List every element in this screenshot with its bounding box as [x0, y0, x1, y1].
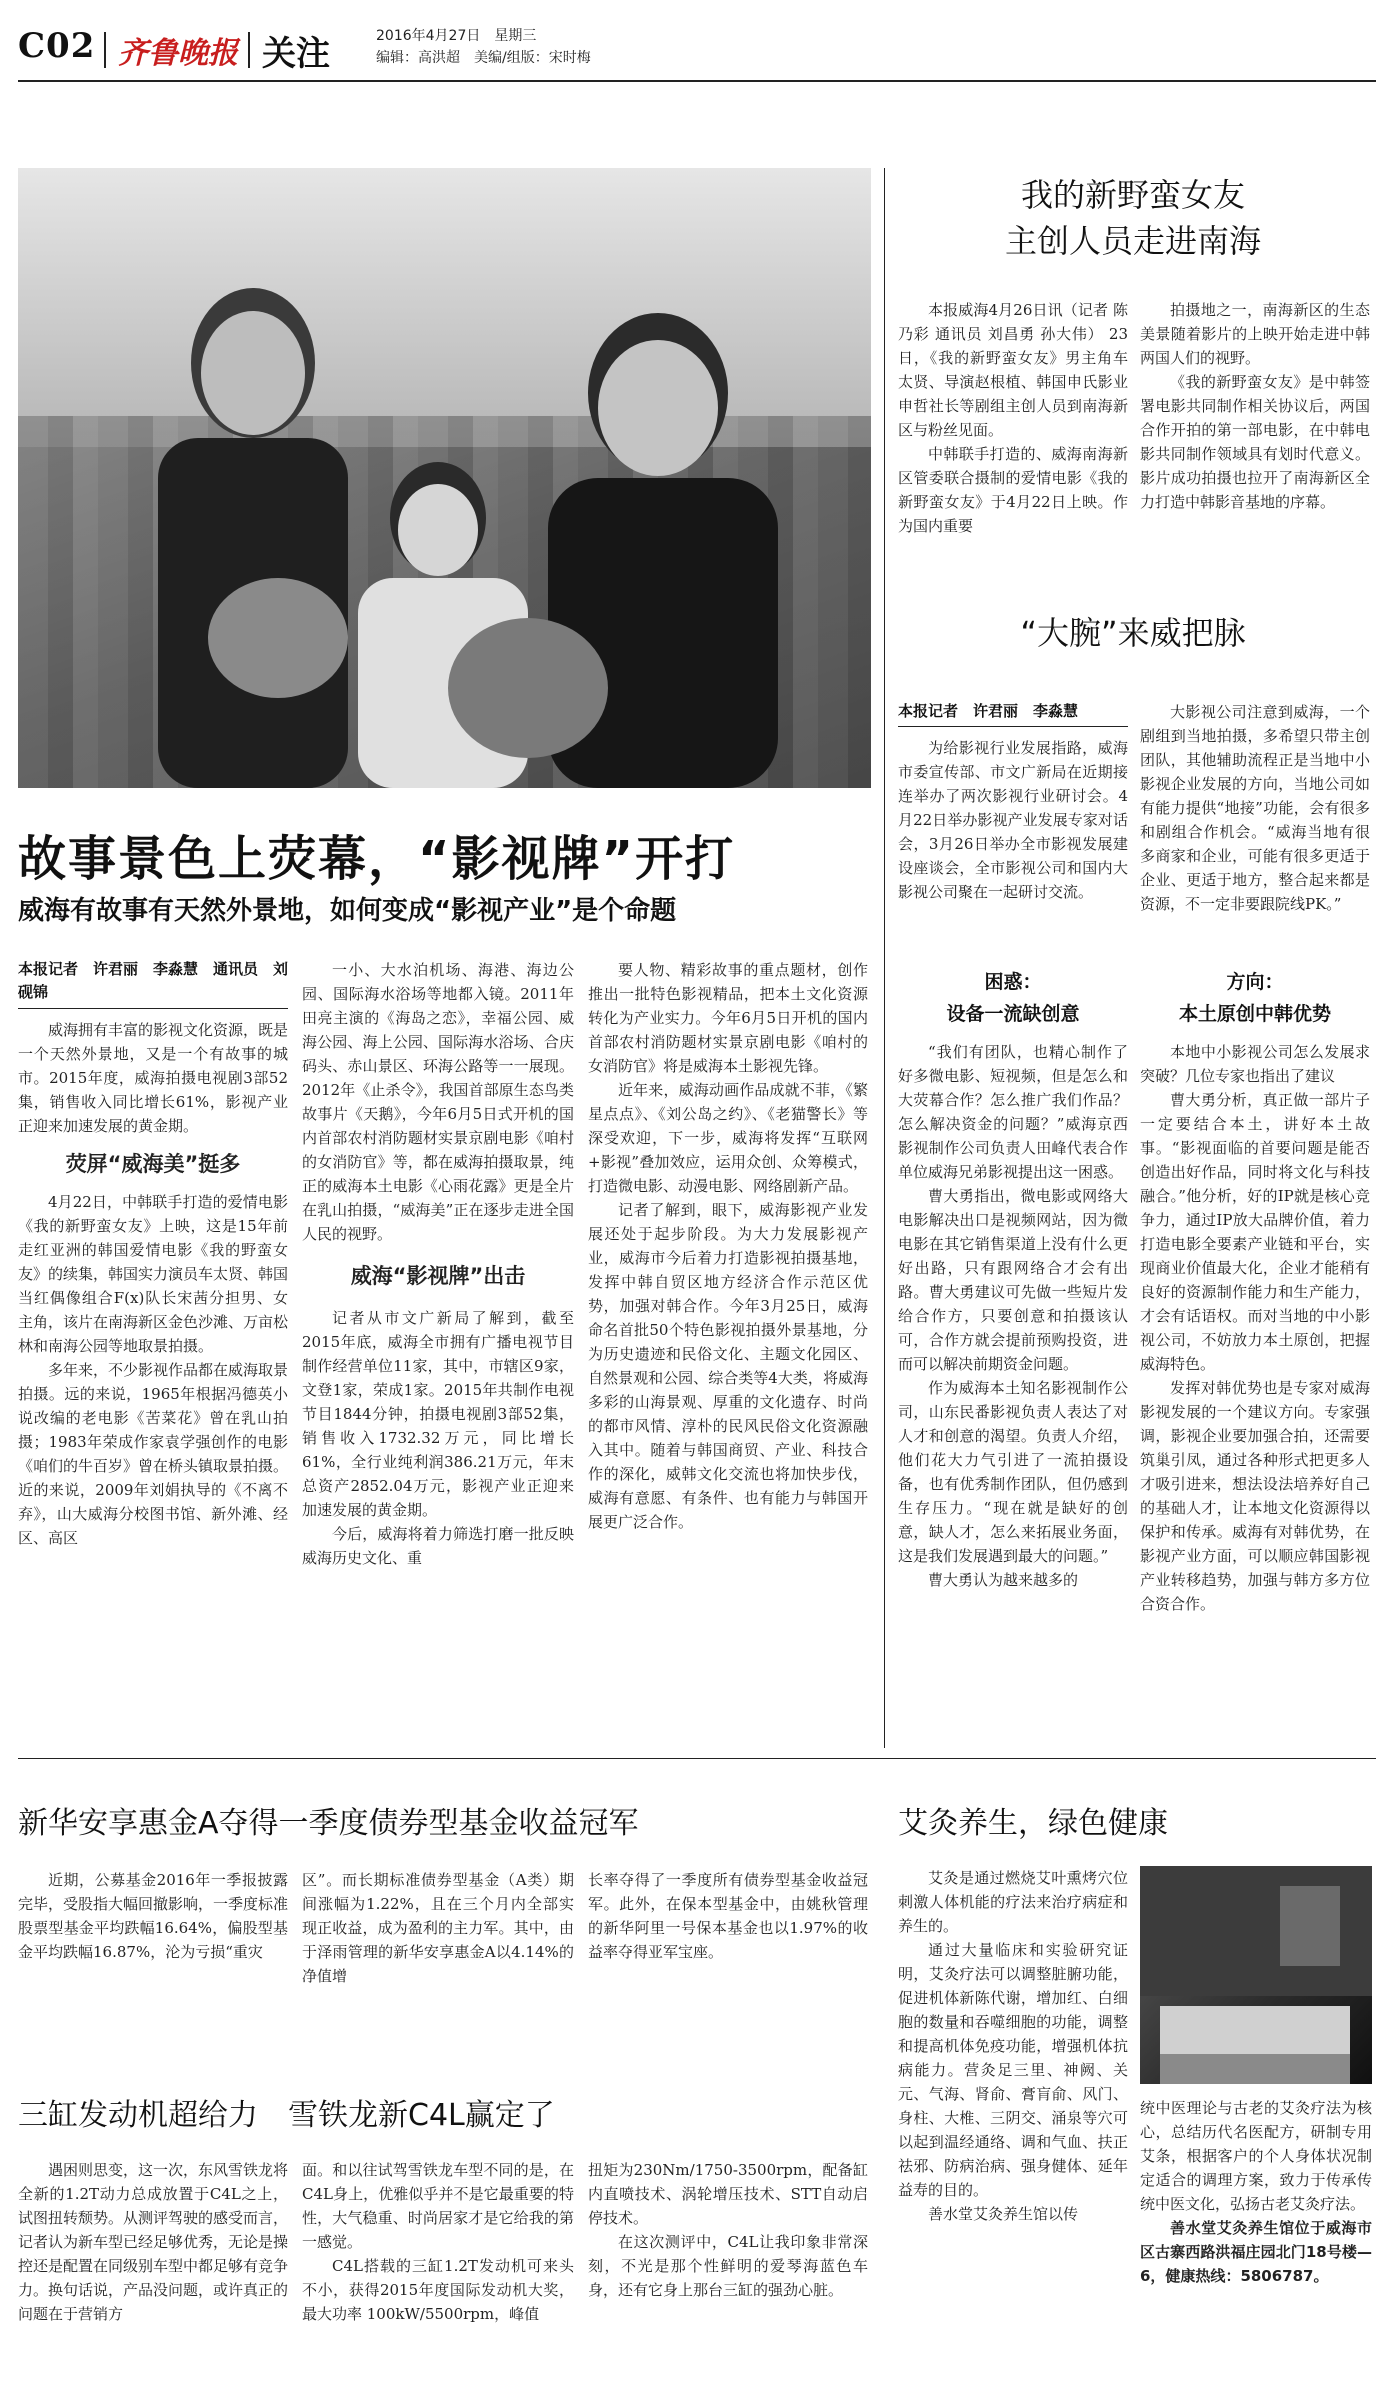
fund-col2-p: 区”。而长期标准债券型基金（A类）期间涨幅为1.22%，且在三个月内全部实现正收益，成为盈利的主力军。其中，由于泽雨管理的新华安享惠金A以4.14%的净值增 — [302, 1871, 574, 1985]
right2-colL-p1: “我们有团队，也精心制作了好多微电影、短视频，但是怎么和大荧幕合作？怎么推广我们作品？怎么解决资金的问题？”威海京西影视制作公司负责人田峰代表合作单位威海兄弟影视提出这一困惑。 — [898, 1043, 1128, 1181]
main-section1-title: 荧屏“威海美”挺多 — [65, 1152, 241, 1176]
main-col1-p1: 威海拥有丰富的影视文化资源，既是一个天然外景地，又是一个有故事的城市。2015年度，威海拍摄电视剧3部52集，销售收入同比增长61%，影视产业正迎来加速发展的黄金期。 — [18, 1021, 289, 1135]
main-headline: 故事景色上荧幕，“影视牌”开打 — [18, 831, 736, 887]
right2-colR-p3: 发挥对韩优势也是专家对威海影视发展的一个建议方向。专家强调，影视企业要加强合拍，还需要筑巢引凤，通过各种形式把更多人才吸引进来，想法设法培养好自己的基础人才，让本地文化资源得以保护和传承。威海有对韩优势，在影视产业方面，可以顺应韩国影视产业转移趋势，加强与韩方多方位合资合作。 — [1140, 1379, 1370, 1613]
car-col1 — [18, 2158, 288, 2326]
right2-colL-p2: 曹大勇指出，微电影或网络大电影解决出口是视频网站，因为微电影在其它销售渠道上没有什么更好出路，只有跟网络合才会有出路。曹大勇建议可先做一些短片发给合作方，只要创意和拍摄该认可，合作方就会提前预购投资，进而可以解决前期资金问题。 — [898, 1187, 1128, 1373]
right2-right-label1: 方向： — [1226, 971, 1284, 993]
car-col2-p2: C4L搭载的三缸1.2T发动机可来头不小，获得2015年度国际发动机大奖，最大功率 100kW/5500rpm，峰值 — [302, 2257, 574, 2323]
main-col3-p3: 记者了解到，眼下，威海影视产业发展还处于起步阶段。为大力发展影视产业，威海市今后着力打造影视拍摄基地，发挥中韩自贸区地方经济合作示范区优势，加强对韩合作。今年3月25日，威海命名首批50个特色影视拍摄外景基地，分为历史遗迹和民俗文化、主题文化园区、自然景观和公园、综合类等4大类，将威海多彩的山海景观、厚重的文化遗存、时尚的都市风情、淳朴的民风民俗文化资源融入其中。随着与韩国商贸、产业、科技合作的深化，威韩文化交流也将加快步伐，威海有意愿、有条件、也有能力与韩国开展更广泛合作。 — [588, 1201, 868, 1531]
ad-photo — [1140, 1866, 1372, 2084]
right2-col1 — [898, 736, 1128, 904]
right1-title-line2: 主创人员走进南海 — [1004, 222, 1261, 260]
main-col2 — [302, 958, 574, 1570]
main-col2-p1: 一小、大水泊机场、海港、海边公园、国际海水浴场等地都入镜。2011年田亮主演的《海岛之恋》，幸福公园、威海公园、海上公园、国际海水浴场、合庆码头、赤山景区、环海公路等一一展现。2012年《止杀令》，我国首部原生态鸟类故事片《天鹅》，今年6月5日式开机的国内首部农村消防题材实景京剧电影《咱村的女消防官》等，都在威海拍摄取景，纯正的威海本土电影《心雨花露》更是全片在乳山拍摄，“威海美”正在逐步走进全国人民的视野。 — [302, 961, 574, 1243]
fund-col3 — [588, 1868, 868, 1964]
right1-col2-p2: 《我的新野蛮女友》是中韩签署电影共同制作相关协议后，两国合作开拍的第一部电影，在中韩电影共同制作领域具有划时代意义。影片成功拍摄也拉开了南海新区全力打造中韩影音基地的序幕。 — [1140, 373, 1370, 511]
fund-col1-p: 近期，公募基金2016年一季报披露完毕，受股指大幅回撤影响，一季度标准股票型基金平均跌幅16.64%，偏股型基金平均跌幅16.87%，沦为亏损“重灾 — [18, 1871, 289, 1961]
masthead-divider — [248, 32, 250, 68]
car-col2-p1: 面。和以往试驾雪铁龙车型不同的是，在C4L身上，优雅似乎并不是它最重要的特性，大气稳重、时尚居家才是它给我的第一感觉。 — [302, 2161, 574, 2251]
right2-left-label1: 困惑： — [984, 971, 1042, 993]
car-col2 — [302, 2158, 574, 2326]
right1-col2 — [1140, 298, 1370, 514]
right2-right-label2: 本土原创中韩优势 — [1178, 1003, 1331, 1025]
ad-contact: 善水堂艾灸养生馆位于威海市区古寨西路洪福庄园北门18号楼—6，健康热线：5806787。 — [1140, 2219, 1372, 2285]
masthead-divider — [104, 32, 106, 68]
main-col1 — [18, 1018, 288, 1550]
main-col2-p2: 记者从市文广新局了解到，截至2015年底，威海全市拥有广播电视节目制作经营单位11家，其中，市辖区9家，文登1家，荣成1家。2015年共制作电视节目1844分钟，拍摄电视剧3部52集，销售收入1732.32万元，同比增长61%，全行业纯利润386.21万元，年末总资产2852.04万元，影视产业正迎来加速发展的黄金期。 — [302, 1309, 574, 1519]
right1-col1-p1: 本报威海4月26日讯（记者 陈乃彩 通讯员 刘昌勇 孙大伟） 23日，《我的新野蛮女友》男主角车太贤、导演赵根植、韩国申氏影业申哲社长等剧组主创人员到南海新区与粉丝见面。 — [898, 301, 1128, 439]
right2-colL-p4: 曹大勇认为越来越多的 — [928, 1571, 1079, 1589]
right2-byline: 本报记者 许君丽 李淼慧 — [898, 702, 1079, 720]
section-title: 关注 — [262, 34, 330, 74]
issue-date: 2016年4月27日 星期三 — [376, 28, 537, 44]
ad-text4: 统中医理论与古老的艾灸疗法为核心，总结历代名医配方，研制专用艾条，根据客户的个人身体状况制定适合的调理方案，致力于传承传统中医文化，弘扬古老艾灸疗法。 — [1140, 2099, 1372, 2213]
right1-col1 — [898, 298, 1128, 538]
right1-title — [898, 172, 1368, 264]
right2-col2-p1: 大影视公司注意到威海，一个剧组到当地拍摄，多希望只带主创团队，其他辅助流程正是当地中小影视企业发展的方向，当地公司如有能力提供“地接”功能，会有很多和剧组合作机会。“威海当地有很多商家和企业，可能有很多更适于企业、更适于地方，整合起来都是资源，不一定非要跟院线PK。” — [1140, 703, 1370, 913]
fund-col2 — [302, 1868, 574, 1988]
ad-title: 艾灸养生，绿色健康 — [898, 1806, 1168, 1841]
right1-col1-p2: 中韩联手打造的、威海南海新区管委联合摄制的爱情电影《我的新野蛮女友》于4月22日上映。作为国内重要 — [898, 445, 1128, 535]
column-divider — [884, 168, 885, 1748]
right2-colL — [898, 1040, 1128, 1592]
fund-col3-p: 长率夺得了一季度所有债券型基金收益冠军。此外，在保本型基金中，由姚秋管理的新华阿里一号保本基金也以1.97%的收益率夺得亚军宝座。 — [588, 1871, 868, 1961]
ad-text1: 艾灸是通过燃烧艾叶熏烤穴位刺激人体机能的疗法来治疗病症和养生的。 — [898, 1869, 1128, 1935]
car-col3-p2: 在这次测评中，C4L让我印象非常深刻，不光是那个性鲜明的爱琴海蓝色车身，还有它身上那台三缸的强劲心脏。 — [588, 2233, 868, 2299]
main-col3-p2: 近年来，威海动画作品成就不菲，《繁星点点》、《刘公岛之约》、《老猫警长》等深受欢迎，下一步，威海将发挥“互联网+影视”叠加效应，运用众创、众筹模式，打造微电影、动漫电影、网络剧新产品。 — [588, 1081, 868, 1195]
page-code: C02 — [18, 26, 96, 66]
section-rule — [18, 1758, 1376, 1759]
main-col3 — [588, 958, 868, 1534]
right2-left-label2: 设备一流缺创意 — [946, 1003, 1080, 1025]
main-col1-p2: 4月22日，中韩联手打造的爱情电影《我的新野蛮女友》上映，这是15年前走红亚洲的韩国爱情电影《我的野蛮女友》的续集，韩国实力演员车太贤、韩国当红偶像组合F(x)队长宋茜分担男、女主角，该片在南海新区金色沙滩、万亩松林和南海公园等地取景拍摄。 — [18, 1193, 289, 1355]
right2-colR-p1: 本地中小影视公司怎么发展求突破？几位专家也指出了建议 — [1140, 1043, 1370, 1085]
right2-left-head — [898, 966, 1128, 1030]
masthead-rule — [18, 80, 1376, 82]
main-col2-p3: 今后，威海将着力筛选打磨一批反映威海历史文化、重 — [302, 1525, 574, 1567]
right1-col2-p1: 拍摄地之一，南海新区的生态美景随着影片的上映开始走进中韩两国人们的视野。 — [1140, 301, 1370, 367]
ad-text2: 通过大量临床和实验研究证明，艾灸疗法可以调整脏腑功能，促进机体新陈代谢，增加红、白细胞的数量和吞噬细胞的功能，调整和提高机体免疫功能，增强机体抗病能力。营灸足三里、神阙、关元、气海、肾俞、膏肓俞、风门、身柱、大椎、三阴交、涌泉等穴可以起到温经通络、调和气血、扶正祛邪、防病治病、强身健体、延年益寿的目的。 — [898, 1941, 1128, 2199]
car-col3-p1: 扭矩为230Nm/1750-3500rpm，配备缸内直喷技术、涡轮增压技术、STT自动启停技术。 — [588, 2161, 868, 2227]
right2-colL-p3: 作为威海本土知名影视制作公司，山东民番影视负责人表达了对人才和创意的渴望。负责人介绍，他们花大力气引进了一流拍摄设备，也有优秀制作团队，但仍感到生存压力。“现在就是缺好的创意，缺人才，怎么来拓展业务面，这是我们发展遇到最大的问题。” — [898, 1379, 1128, 1565]
right2-byline-rule — [898, 726, 1128, 727]
right2-colR — [1140, 1040, 1370, 1616]
main-col3-p1: 要人物、精彩故事的重点题材，创作推出一批特色影视精品，把本土文化资源转化为产业实力。今年6月5日开机的国内首部农村消防题材实景京剧电影《咱村的女消防官》将是威海本土影视先锋。 — [588, 961, 868, 1075]
photo-figures — [18, 168, 871, 788]
fund-col1 — [18, 1868, 288, 1964]
right2-colR-p2: 曹大勇分析，真正做一部片子一定要结合本土，讲好本土故事。“影视面临的首要问题是能否创造出好作品，同时将文化与科技融合。”他分析，好的IP就是核心竞争力，通过IP放大品牌价值，着力打造电影全要素产业链和平台，实现商业价值最大化，企业才能稍有良好的资源制作能力和生产能力，才会有话语权。而对当地的中小影视公司，不妨放力本土原创，把握威海特色。 — [1140, 1091, 1370, 1373]
fund-title: 新华安享惠金A夺得一季度债券型基金收益冠军 — [18, 1806, 639, 1841]
main-subheadline: 威海有故事有天然外景地，如何变成“影视产业”是个命题 — [18, 896, 677, 926]
ad-col1 — [898, 1866, 1128, 2226]
right2-right-head — [1140, 966, 1370, 1030]
right2-title: “大腕”来威把脉 — [1020, 614, 1246, 652]
main-section2-title: 威海“影视牌”出击 — [350, 1264, 526, 1288]
main-photo — [18, 168, 871, 788]
right2-col2 — [1140, 700, 1370, 916]
ad-col2 — [1140, 2096, 1372, 2288]
car-col3 — [588, 2158, 868, 2302]
right1-title-line1: 我的新野蛮女友 — [1020, 176, 1245, 214]
byline-rule — [18, 1008, 288, 1009]
ad-photo-scene — [1140, 1866, 1372, 2084]
paper-name: 齐鲁晚报 — [118, 36, 238, 71]
main-col1-p3: 多年来，不少影视作品都在威海取景拍摄。远的来说，1965年根据冯德英小说改编的老电影《苦菜花》曾在乳山拍摄；1983年荣成作家袁学强创作的电影《咱们的牛百岁》曾在桥头镇取景拍摄。近的来说，2009年刘娟执导的《不离不弃》，山大威海分校图书馆、新外滩、经区、高区 — [18, 1361, 289, 1547]
ad-text3: 善水堂艾灸养生馆以传 — [928, 2205, 1079, 2223]
car-title: 三缸发动机超给力 雪铁龙新C4L赢定了 — [18, 2098, 555, 2133]
editor-credits: 编辑：高洪超 美编/组版：宋时梅 — [376, 50, 591, 66]
right2-col1-p1: 为给影视行业发展指路，威海市委宣传部、市文广新局在近期接连举办了两次影视行业研讨会。4月22日举办影视产业发展专家对话会，3月26日举办全市影视发展建设座谈会，全市影视公司和国内大影视公司聚在一起研讨交流。 — [898, 739, 1128, 901]
car-col1-p: 遇困则思变，这一次，东风雪铁龙将全新的1.2T动力总成放置于C4L之上，试图扭转颓势。从测评驾驶的感受而言，记者认为新车型已经足够优秀，无论是操控还是配置在同级别车型中都足够有竞争力。换句话说，产品没问题，或许真正的问题在于营销方 — [18, 2161, 289, 2323]
main-byline: 本报记者 许君丽 李淼慧 通讯员 刘砚锦 — [18, 960, 289, 1001]
